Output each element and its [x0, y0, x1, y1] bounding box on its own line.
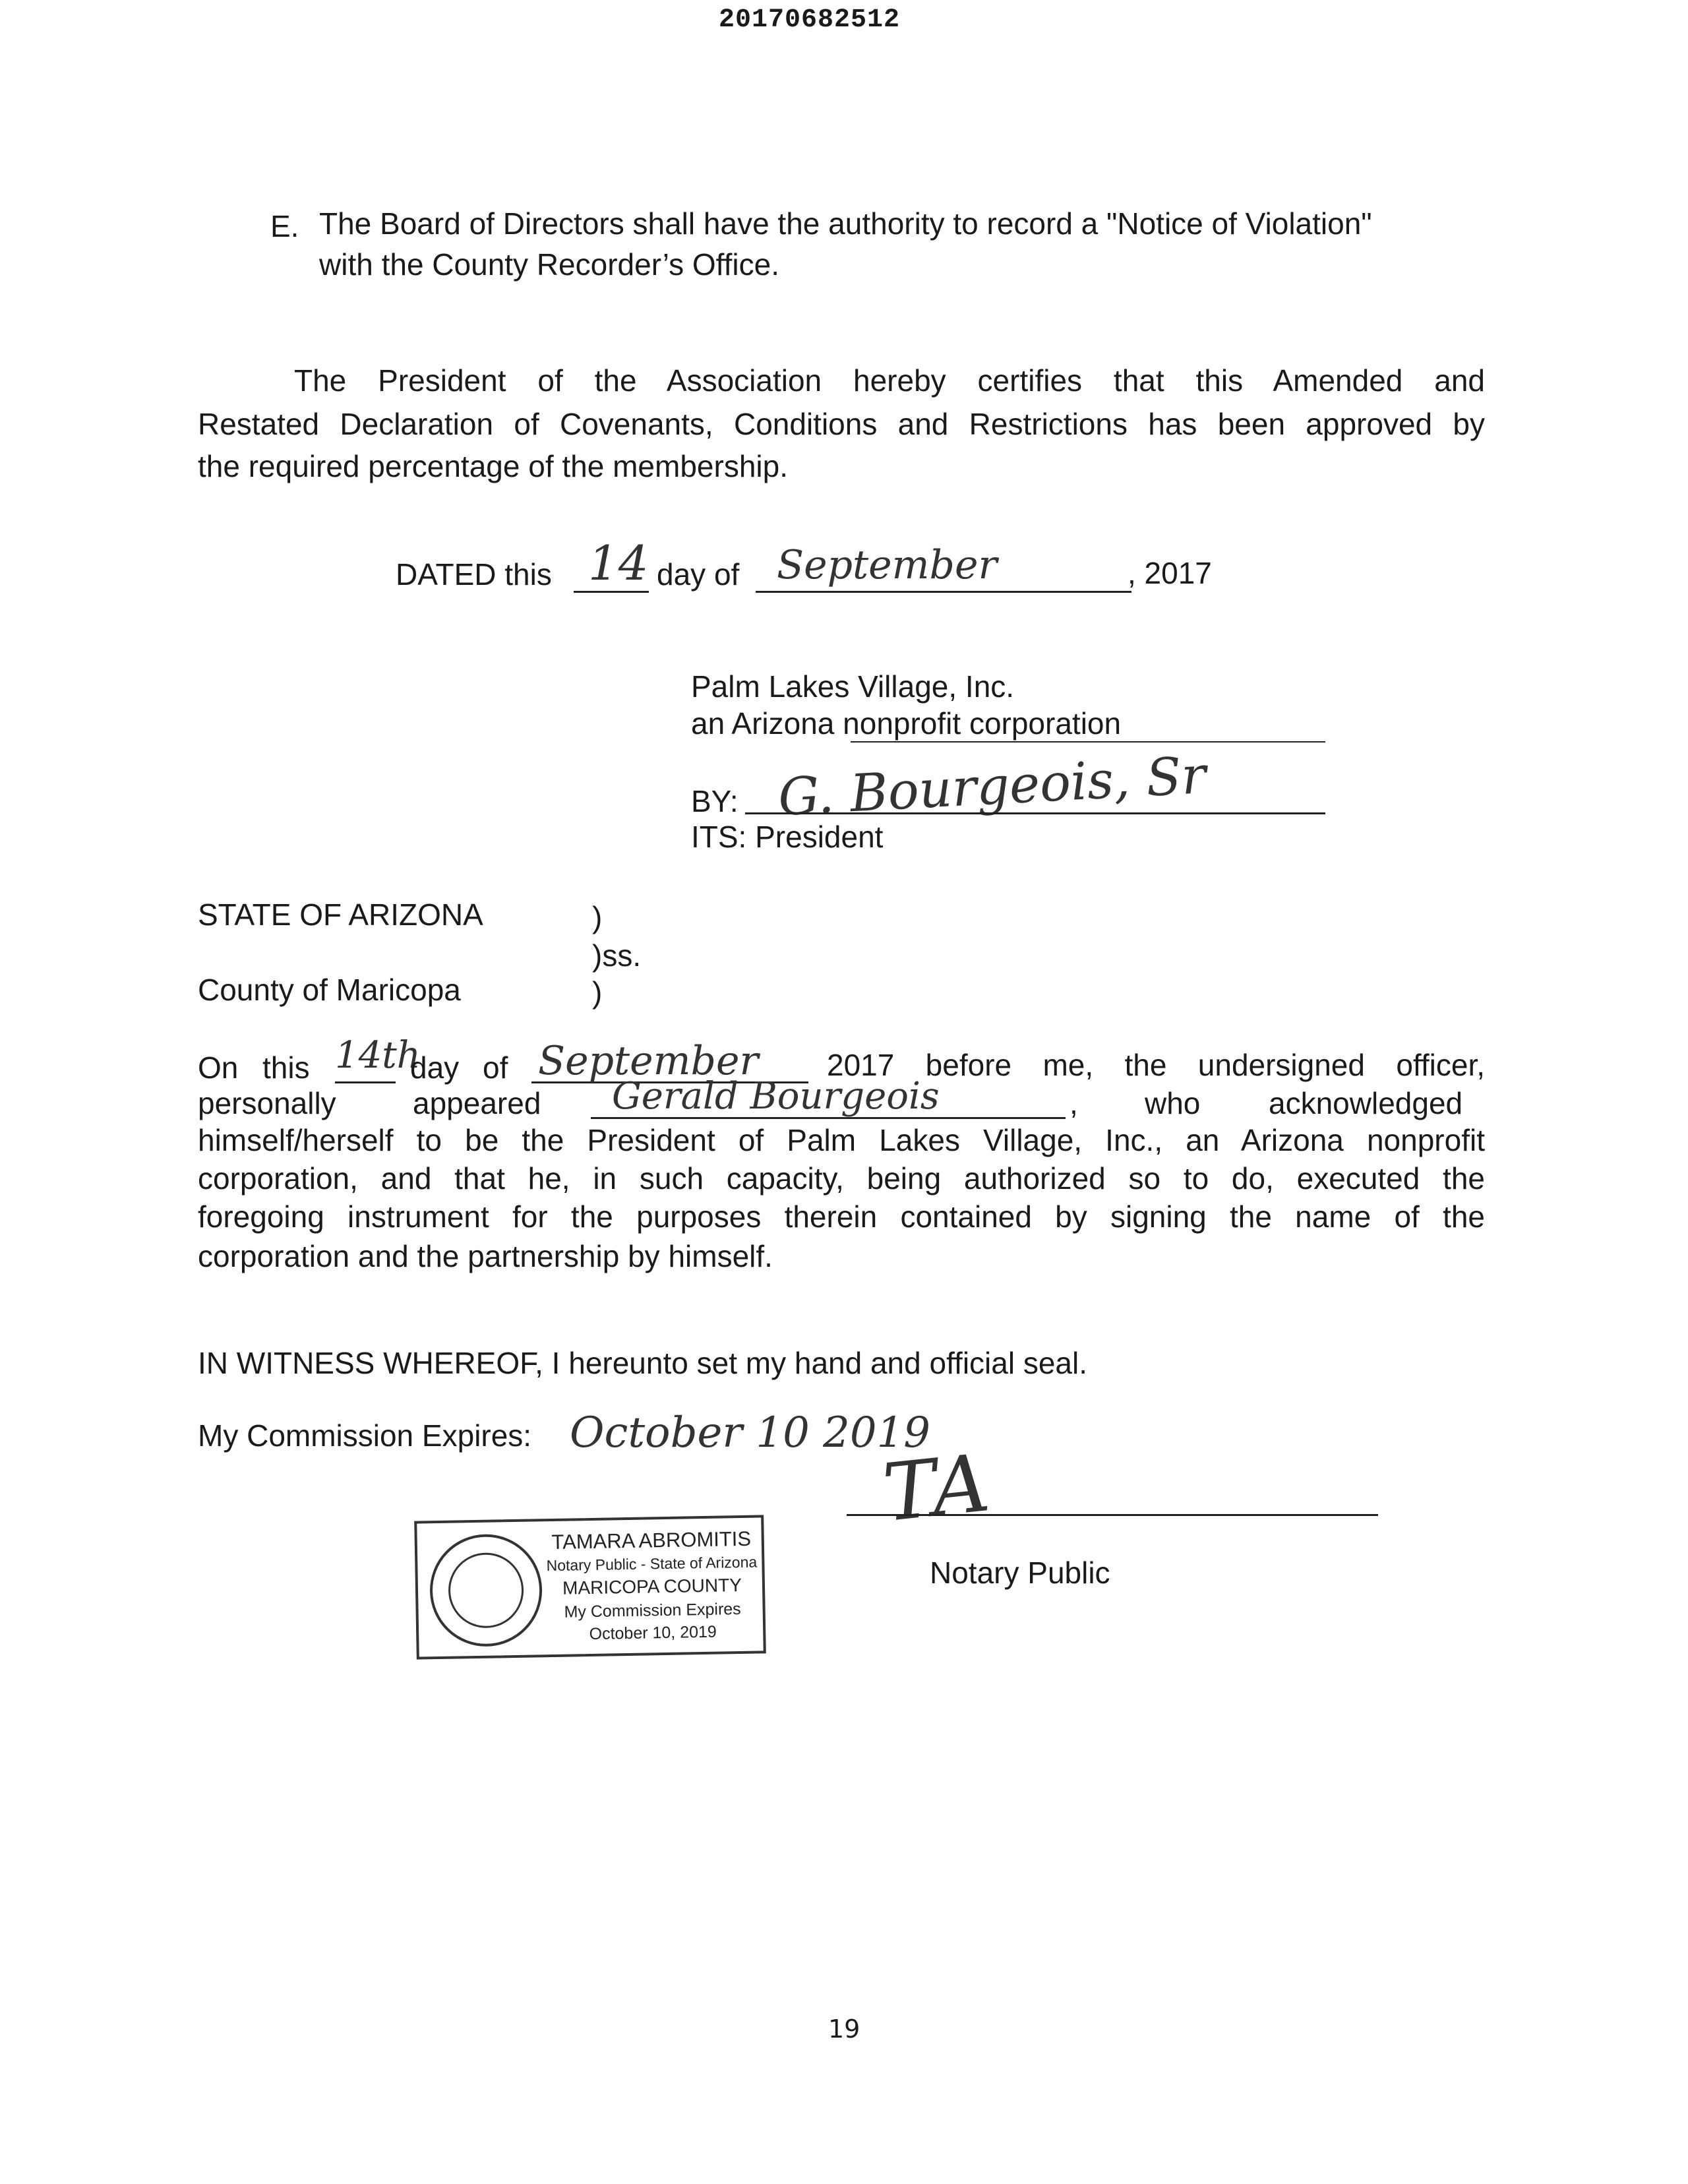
- by-label: BY:: [691, 784, 738, 818]
- ack-word-day: day: [410, 1050, 460, 1085]
- dated-prefix: DATED this: [396, 557, 552, 592]
- section-e-marker: E.: [270, 209, 299, 243]
- ack-month-handwritten: September: [538, 1038, 759, 1084]
- dated-middle: day of: [657, 557, 740, 592]
- venue-state: STATE OF ARIZONA: [198, 897, 483, 932]
- venue-paren-bottom: ): [592, 975, 603, 1010]
- ack-line3: himself/herself to be the President of Palm Lakes Village, Inc., an Arizona nonprofit: [198, 1123, 1485, 1157]
- venue-paren-top: ): [592, 900, 603, 934]
- commission-date-handwritten: October 10 2019: [570, 1409, 930, 1457]
- page-number: 19: [828, 2015, 860, 2044]
- notary-signature: TA: [879, 1438, 994, 1540]
- notary-signature-line: [847, 1514, 1378, 1516]
- venue-county: County of Maricopa: [198, 973, 461, 1007]
- section-e-line2: with the County Recorder’s Office.: [319, 247, 779, 282]
- dated-month-handwritten: September: [777, 542, 998, 588]
- dated-day-handwritten: 14: [588, 535, 649, 591]
- certification-line3: the required percentage of the membership.: [198, 449, 788, 483]
- ack-word-who: who: [1145, 1086, 1201, 1120]
- document-number: 20170682512: [719, 5, 901, 35]
- ack-line5: foregoing instrument for the purposes therein contained by signing the name of the: [198, 1199, 1485, 1234]
- ack-word-personally: personally: [198, 1086, 336, 1120]
- ack-word-of: of: [483, 1050, 508, 1085]
- signature-line: [745, 812, 1325, 814]
- org-underline: [851, 741, 1325, 743]
- org-description: an Arizona nonprofit corporation: [691, 706, 1122, 741]
- section-e-line1: The Board of Directors shall have the authority to record a "Notice of Violation": [319, 206, 1372, 241]
- witness-statement: IN WITNESS WHEREOF, I hereunto set my hand and official seal.: [198, 1346, 1088, 1380]
- org-name: Palm Lakes Village, Inc.: [691, 669, 1015, 704]
- ack-line6: corporation and the partnership by himself.: [198, 1239, 773, 1273]
- seal-notary-state: Notary Public - State of Arizona: [546, 1553, 758, 1575]
- notary-public-label: Notary Public: [930, 1556, 1110, 1590]
- ack-line4: corporation, and that he, in such capacity, being authorized so to do, executed the: [198, 1161, 1485, 1196]
- dated-month-line: [756, 591, 1131, 593]
- ack-line1-rest: 2017 before me, the undersigned officer,: [827, 1048, 1485, 1082]
- ack-day-handwritten: 14th: [335, 1034, 421, 1077]
- ack-day-line: [335, 1081, 396, 1083]
- ack-word-this: this: [262, 1050, 310, 1085]
- certification-line2: Restated Declaration of Covenants, Conditions and Restrictions has been approved by: [198, 407, 1485, 441]
- venue-ss: )ss.: [592, 938, 642, 973]
- dated-day-line: [574, 591, 649, 593]
- ack-name-handwritten: Gerald Bourgeois: [612, 1075, 940, 1118]
- seal-notary-name: TAMARA ABROMITIS: [551, 1527, 752, 1554]
- ack-word-on: On: [198, 1050, 239, 1085]
- seal-county: MARICOPA COUNTY: [562, 1574, 742, 1598]
- seal-expires-label: My Commission Expires: [564, 1600, 741, 1622]
- its-president: ITS: President: [691, 820, 884, 854]
- seal-expires-date: October 10, 2019: [589, 1622, 717, 1644]
- arizona-state-seal-icon: [429, 1533, 543, 1647]
- commission-label: My Commission Expires:: [198, 1418, 532, 1453]
- ack-word-appeared: appeared: [413, 1086, 541, 1120]
- dated-year: , 2017: [1128, 556, 1212, 590]
- president-signature: G. Bourgeois, Sr: [777, 746, 1208, 828]
- notary-seal: [414, 1515, 766, 1659]
- ack-word-acknowledged: acknowledged: [1269, 1086, 1463, 1120]
- ack-comma: ,: [1070, 1086, 1078, 1120]
- certification-line1: The President of the Association hereby certifies that this Amended and: [294, 363, 1485, 398]
